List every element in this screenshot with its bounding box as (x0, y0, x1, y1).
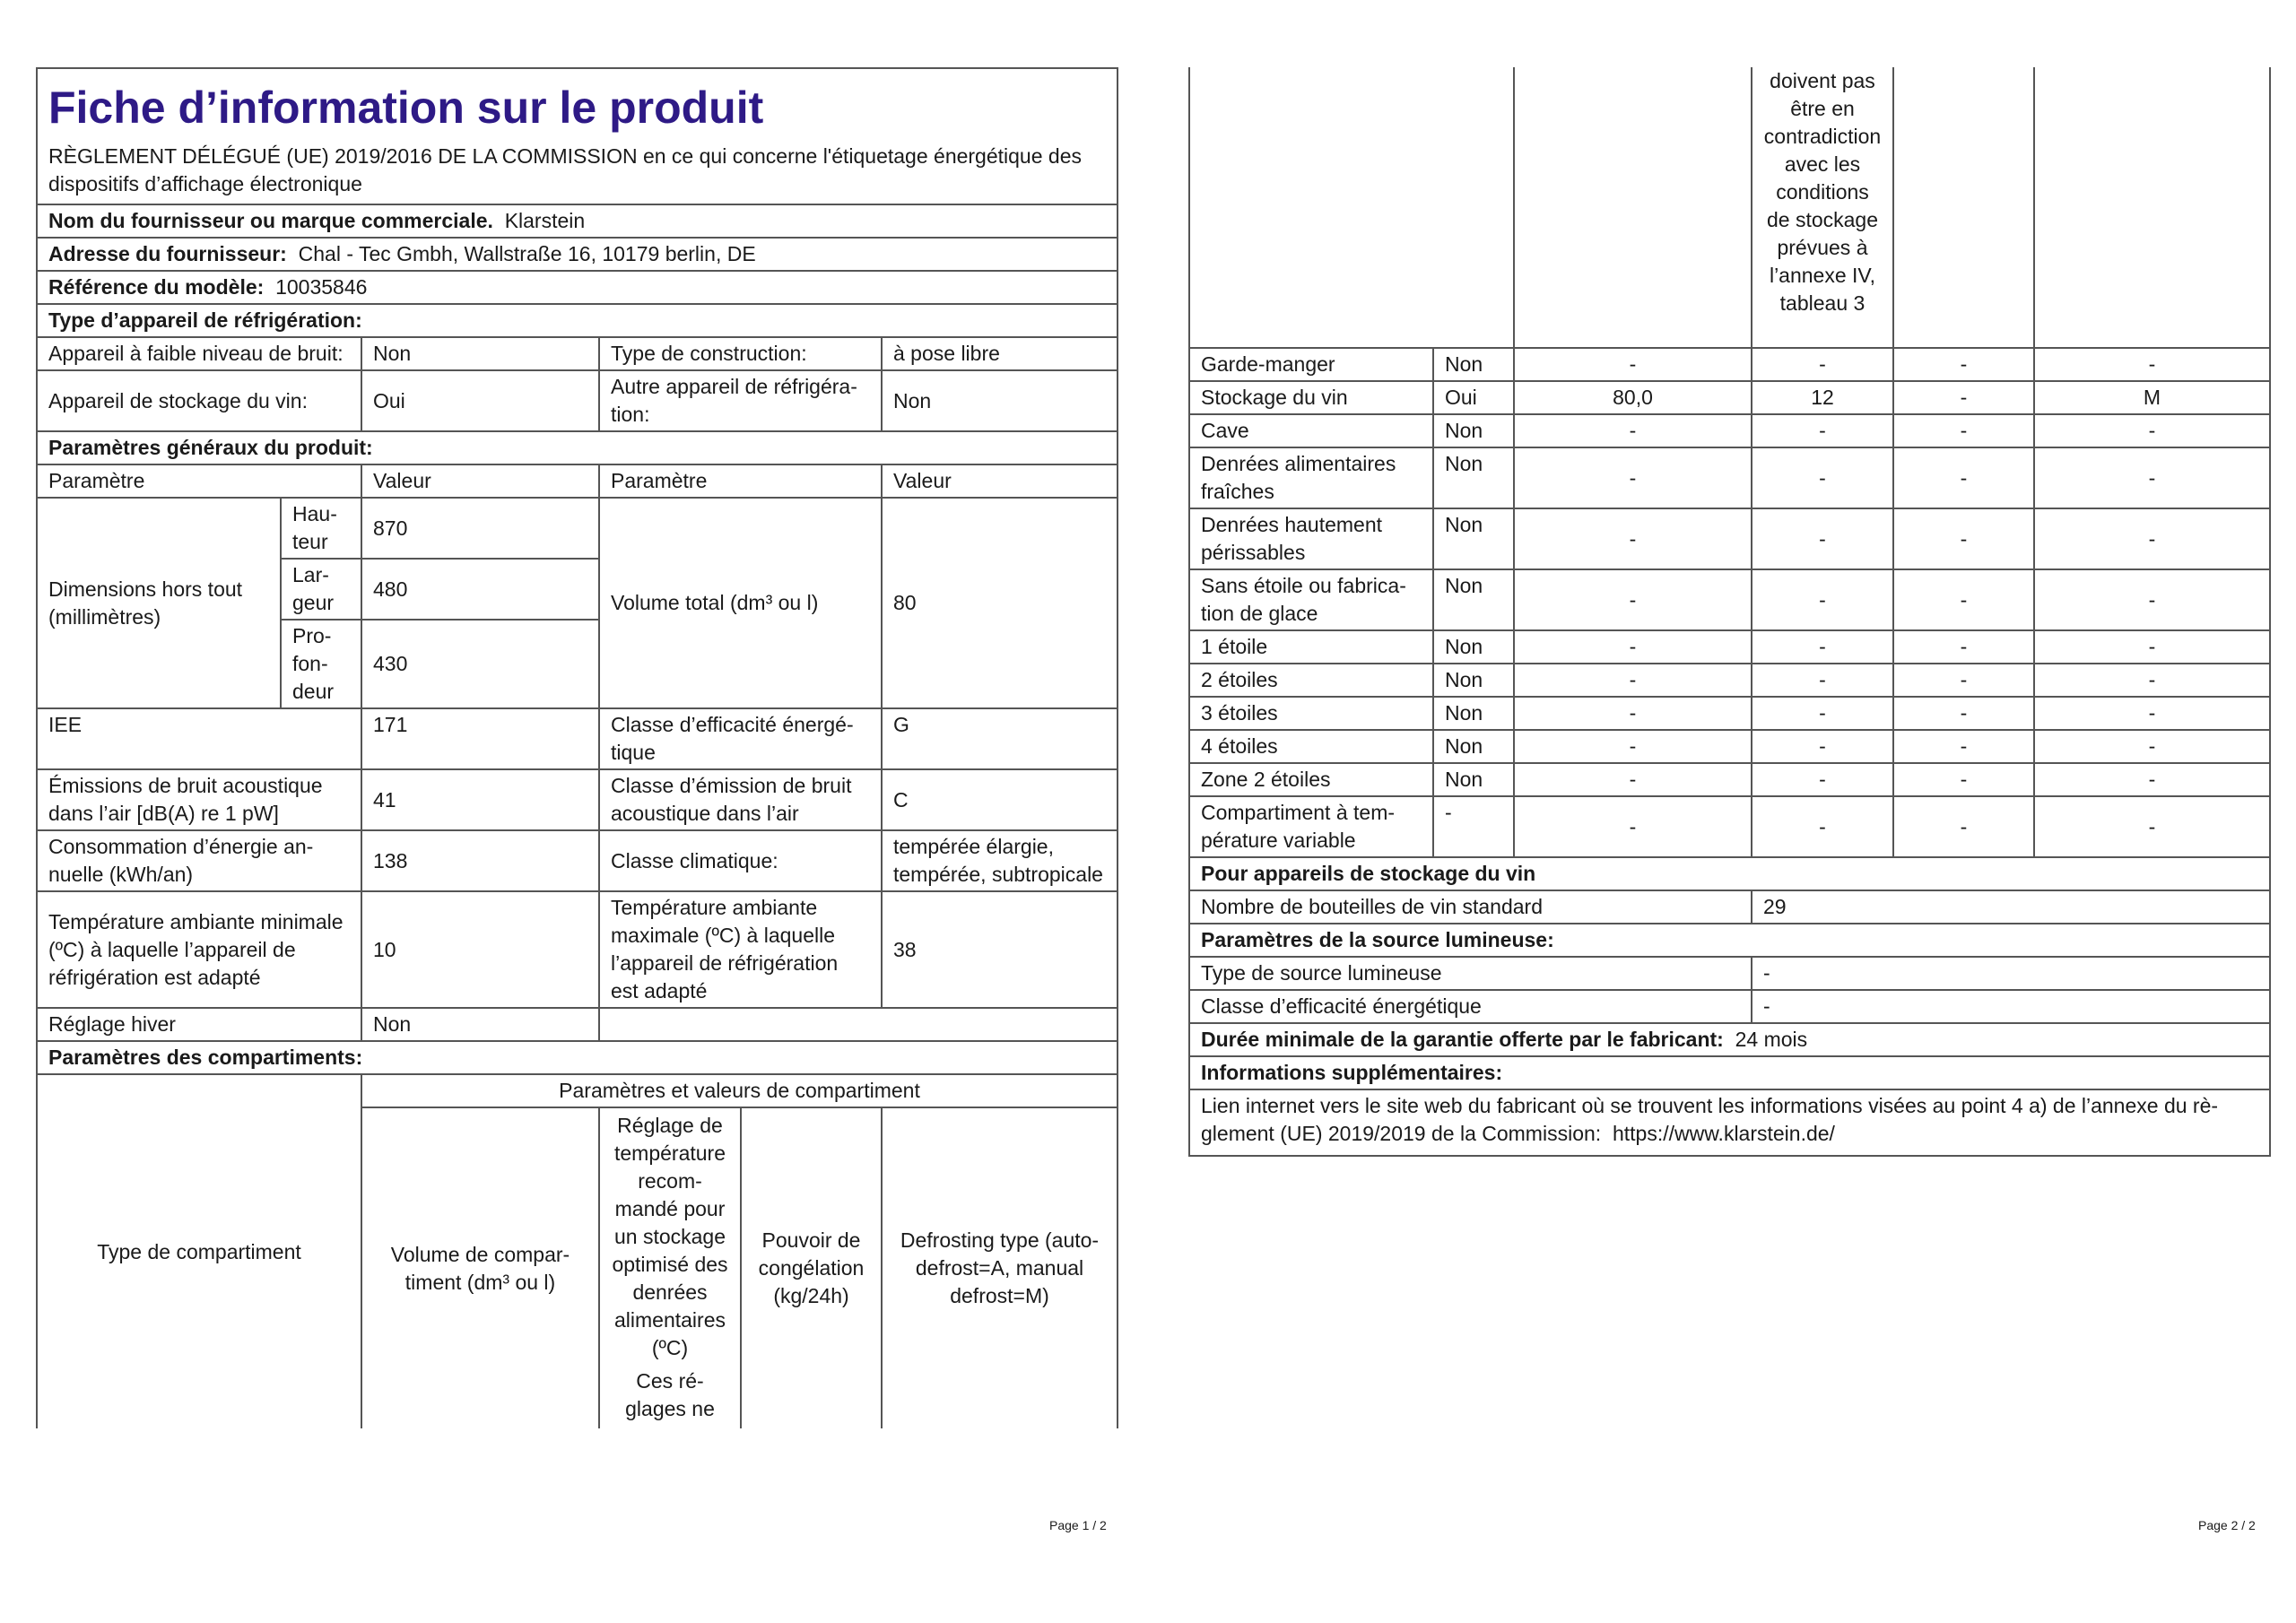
compartment-defrost: - (2034, 348, 2270, 381)
light-type-label: Type de source lumineuse (1189, 957, 1752, 990)
compartment-defrost: - (2034, 697, 2270, 730)
max-temp-value: 38 (882, 891, 1118, 1008)
depth-label: Profondeur (281, 620, 361, 708)
compartment-name: Zone 2 étoiles (1189, 763, 1433, 796)
col-param-header-2: Paramètre (599, 464, 882, 498)
width-value: 480 (361, 559, 599, 620)
continued-defrost-cell (2034, 67, 2270, 348)
compartment-name: Stockage du vin (1189, 381, 1433, 414)
compartment-present: Non (1433, 414, 1514, 447)
compartment-temp: - (1752, 414, 1893, 447)
compartment-freeze: - (1893, 447, 2034, 508)
compartment-defrost-header: Defrosting type (auto-defrost=A, manual defrost=M) (882, 1107, 1118, 1428)
compartment-name: 1 étoile (1189, 630, 1433, 664)
compartment-freeze: - (1893, 763, 2034, 796)
compartment-temp-header (599, 1107, 741, 1428)
supplier-value: Klarstein (504, 209, 586, 232)
compartment-temp: - (1752, 664, 1893, 697)
compartment-defrost: M (2034, 381, 2270, 414)
compartment-row (1189, 508, 2270, 569)
product-info-table-page2 (1188, 67, 2271, 349)
compartment-present: Oui (1433, 381, 1514, 414)
compartment-name: Cave (1189, 414, 1433, 447)
compartment-row (1189, 447, 2270, 508)
depth-value: 430 (361, 620, 599, 708)
compartment-present: Non (1433, 348, 1514, 381)
compartment-present: Non (1433, 664, 1514, 697)
warranty-value: 24 mois (1735, 1028, 1808, 1051)
manufacturer-link[interactable]: https://www.klarstein.de/ (1612, 1122, 1835, 1145)
compartment-name: Sans étoile ou fabrication de glace (1189, 569, 1433, 630)
compartment-name: 4 étoiles (1189, 730, 1433, 763)
compartment-params-header: Paramètres et valeurs de compartiment (361, 1074, 1118, 1107)
compartment-name: Denrées hautement périssables (1189, 508, 1433, 569)
compartment-defrost: - (2034, 414, 2270, 447)
page-footer-2: Page 2 / 2 (2198, 1518, 2256, 1532)
address-row (37, 238, 1118, 271)
compartment-freeze: - (1893, 664, 2034, 697)
wine-light-warranty-table (1188, 856, 2271, 1157)
width-label: Largeur (281, 559, 361, 620)
address-label: Adresse du fournisseur: (48, 242, 287, 265)
energy-consumption-label: Consommation d’énergie annuelle (kWh/an) (37, 830, 361, 891)
wine-appliance-value: Oui (361, 370, 599, 431)
compartment-temp: - (1752, 508, 1893, 569)
bottles-value: 29 (1752, 890, 2270, 924)
continued-temp-header: doivent pas être en contradiction avec les conditions de stockage prévues à l’annexe IV, tableau 3 (1752, 67, 1893, 348)
col-value-header-2: Valeur (882, 464, 1118, 498)
compartment-freeze: - (1893, 414, 2034, 447)
compartment-volume-header: Volume de compartiment (dm³ ou l) (361, 1107, 599, 1428)
additional-info-body: Lien internet vers le site web du fabricant où se trouvent les informations visées au point 4 a) de l’annexe du règlement (UE) 2019/2019 de la Commission: (1201, 1094, 2219, 1145)
compartment-temp: 12 (1752, 381, 1893, 414)
climate-class-label: Classe climatique: (599, 830, 882, 891)
continued-freeze-cell (1893, 67, 2034, 348)
compartment-row (1189, 569, 2270, 630)
compartment-defrost: - (2034, 730, 2270, 763)
compartment-freeze: - (1893, 630, 2034, 664)
compartment-freeze: - (1893, 730, 2034, 763)
compartment-temp: - (1752, 796, 1893, 857)
col-value-header: Valeur (361, 464, 599, 498)
light-type-value: - (1752, 957, 2270, 990)
compartments-table (1188, 347, 2271, 858)
compartment-defrost: - (2034, 508, 2270, 569)
noise-emission-label: Émissions de bruit acoustique dans l’air [dB(A) re 1 pW] (37, 769, 361, 830)
compartment-name: 2 étoiles (1189, 664, 1433, 697)
compartment-volume: - (1514, 508, 1752, 569)
other-appliance-label: Autre appareil de réfrigération: (599, 370, 882, 431)
iee-value: 171 (361, 708, 599, 769)
compartment-freeze: - (1893, 796, 2034, 857)
compartment-row (1189, 630, 2270, 664)
compartment-row (1189, 730, 2270, 763)
compartment-name: Denrées alimentaires fraîches (1189, 447, 1433, 508)
compartment-temp: - (1752, 730, 1893, 763)
compartment-temp-header-continued: Ces réglages ne (625, 1369, 715, 1421)
low-noise-label: Appareil à faible niveau de bruit: (37, 337, 361, 370)
regulation-text: RÈGLEMENT DÉLÉGUÉ (UE) 2019/2016 DE LA COMMISSION en ce qui concerne l'étiquetage énergétique des dispositifs d’affichage électronique (37, 141, 1118, 204)
compartment-row (1189, 697, 2270, 730)
compartment-temp: - (1752, 763, 1893, 796)
compartment-type-header: Type de compartiment (37, 1074, 361, 1428)
compartment-defrost: - (2034, 569, 2270, 630)
address-value: Chal - Tec Gmbh, Wallstraße 16, 10179 berlin, DE (298, 242, 756, 265)
winter-setting-value: Non (361, 1008, 599, 1041)
compartment-present: Non (1433, 763, 1514, 796)
bottles-label: Nombre de bouteilles de vin standard (1189, 890, 1752, 924)
supplier-label: Nom du fournisseur ou marque commerciale. (48, 209, 493, 232)
volume-label: Volume total (dm³ ou l) (599, 498, 882, 708)
compartment-temp: - (1752, 697, 1893, 730)
compartment-row (1189, 348, 2270, 381)
compartment-present: - (1433, 796, 1514, 857)
winter-setting-label: Réglage hiver (37, 1008, 361, 1041)
compartment-freeze-header: Pouvoir de congélation (kg/24h) (741, 1107, 882, 1428)
volume-value: 80 (882, 498, 1118, 708)
compartment-volume: - (1514, 664, 1752, 697)
construction-value: à pose libre (882, 337, 1118, 370)
energy-consumption-value: 138 (361, 830, 599, 891)
compartment-present: Non (1433, 508, 1514, 569)
compartment-defrost: - (2034, 630, 2270, 664)
compartment-freeze: - (1893, 348, 2034, 381)
wine-storage-heading: Pour appareils de stockage du vin (1189, 857, 2270, 890)
light-class-label: Classe d’efficacité énergétique (1189, 990, 1752, 1023)
additional-info-text (1189, 1089, 2270, 1156)
min-temp-value: 10 (361, 891, 599, 1008)
page-footer-1: Page 1 / 2 (1049, 1518, 1107, 1532)
compartment-defrost: - (2034, 763, 2270, 796)
compartment-name: 3 étoiles (1189, 697, 1433, 730)
compartment-volume: - (1514, 569, 1752, 630)
noise-class-value: C (882, 769, 1118, 830)
compartment-present: Non (1433, 447, 1514, 508)
compartment-defrost: - (2034, 664, 2270, 697)
continued-volume-cell (1514, 67, 1752, 348)
compartment-volume: - (1514, 414, 1752, 447)
warranty-label: Durée minimale de la garantie offerte par le fabricant: (1201, 1028, 1724, 1051)
other-appliance-value: Non (882, 370, 1118, 431)
climate-class-value: tempérée élargie, tempérée, subtropicale (882, 830, 1118, 891)
compartment-temp: - (1752, 447, 1893, 508)
max-temp-label: Température ambiante maximale (ºC) à laquelle l’appareil de réfrigération est adapté (599, 891, 882, 1008)
construction-label: Type de construction: (599, 337, 882, 370)
compartment-defrost: - (2034, 447, 2270, 508)
wine-appliance-label: Appareil de stockage du vin: (37, 370, 361, 431)
product-info-table-page1 (36, 67, 1118, 1428)
compartment-temp-header-text: Réglage de température recommandé pour un stockage optimisé des denrées alimentaires (ºC) (612, 1114, 728, 1360)
iee-label: IEE (37, 708, 361, 769)
height-value: 870 (361, 498, 599, 559)
compartment-present: Non (1433, 569, 1514, 630)
model-value: 10035846 (275, 275, 368, 299)
compartment-volume: - (1514, 763, 1752, 796)
compartment-volume: 80,0 (1514, 381, 1752, 414)
additional-info-heading: Informations supplémentaires: (1189, 1056, 2270, 1089)
compartment-name: Compartiment à température variable (1189, 796, 1433, 857)
empty-cell (599, 1008, 1118, 1041)
compartment-row (1189, 796, 2270, 857)
compartment-freeze: - (1893, 569, 2034, 630)
compartment-temp: - (1752, 569, 1893, 630)
appliance-type-heading: Type d’appareil de réfrigération: (37, 304, 1118, 337)
compartment-defrost: - (2034, 796, 2270, 857)
low-noise-value: Non (361, 337, 599, 370)
noise-emission-value: 41 (361, 769, 599, 830)
compartment-volume: - (1514, 447, 1752, 508)
compartment-volume: - (1514, 630, 1752, 664)
compartment-present: Non (1433, 730, 1514, 763)
compartment-present: Non (1433, 697, 1514, 730)
compartment-temp: - (1752, 630, 1893, 664)
supplier-row (37, 204, 1118, 238)
efficiency-class-value: G (882, 708, 1118, 769)
dimensions-label: Dimensions hors tout (millimètres) (37, 498, 281, 708)
model-label: Référence du modèle: (48, 275, 265, 299)
continued-type-cell (1189, 67, 1514, 348)
noise-class-label: Classe d’émission de bruit acoustique dans l’air (599, 769, 882, 830)
height-label: Hauteur (281, 498, 361, 559)
compartment-name: Garde-manger (1189, 348, 1433, 381)
compartment-volume: - (1514, 730, 1752, 763)
compartment-row (1189, 664, 2270, 697)
compartment-freeze: - (1893, 508, 2034, 569)
compartment-volume: - (1514, 796, 1752, 857)
compartment-present: Non (1433, 630, 1514, 664)
light-class-value: - (1752, 990, 2270, 1023)
page-title: Fiche d’information sur le produit (37, 68, 1118, 141)
compartments-heading: Paramètres des compartiments: (37, 1041, 1118, 1074)
model-row (37, 271, 1118, 304)
page-2 (1148, 0, 2296, 1623)
min-temp-label: Température ambiante minimale (ºC) à laquelle l’appareil de réfrigération est adapté (37, 891, 361, 1008)
compartment-volume: - (1514, 697, 1752, 730)
light-source-heading: Paramètres de la source lumineuse: (1189, 924, 2270, 957)
compartment-row (1189, 763, 2270, 796)
compartment-volume: - (1514, 348, 1752, 381)
compartment-row (1189, 381, 2270, 414)
compartment-temp: - (1752, 348, 1893, 381)
efficiency-class-label: Classe d’efficacité énergétique (599, 708, 882, 769)
compartment-freeze: - (1893, 697, 2034, 730)
compartment-row (1189, 414, 2270, 447)
col-param-header: Paramètre (37, 464, 361, 498)
compartment-freeze: - (1893, 381, 2034, 414)
general-params-heading: Paramètres généraux du produit: (37, 431, 1118, 464)
warranty-row (1189, 1023, 2270, 1056)
